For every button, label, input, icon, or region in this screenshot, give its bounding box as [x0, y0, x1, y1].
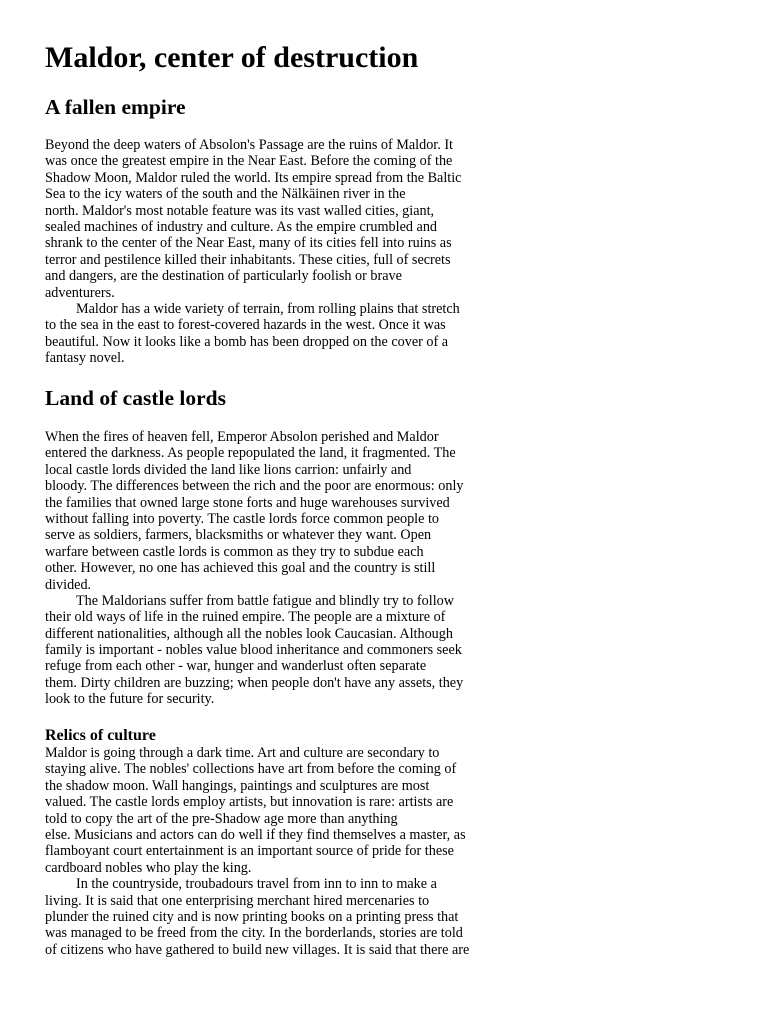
text-line: divided. [45, 576, 92, 593]
section-heading-relics-of-culture: Relics of culture [45, 727, 156, 744]
text-line: look to the future for security. [45, 691, 215, 708]
text-line: fantasy novel. [45, 350, 125, 367]
text-line: other. However, no one has achieved this goal and the country is still [45, 560, 436, 577]
text-line: without falling into poverty. The castle lords force common people to [45, 510, 439, 527]
text-line: Maldor has a wide variety of terrain, from rolling plains that stretch [76, 300, 460, 317]
text-line: told to copy the art of the pre-Shadow age more than anything [45, 810, 398, 827]
text-line: the families that owned large stone forts and huge warehouses survived [45, 494, 450, 511]
text-line: plunder the ruined city and is now printing books on a printing press that [45, 908, 459, 925]
text-line: cardboard nobles who play the king. [45, 859, 252, 876]
text-line: was once the greatest empire in the Near East. Before the coming of the [45, 153, 453, 170]
section-heading-fallen-empire: A fallen empire [45, 95, 186, 119]
text-line: Beyond the deep waters of Absolon's Passage are the ruins of Maldor. It [45, 137, 453, 153]
text-line: sealed machines of industry and culture. As the empire crumbled and [45, 218, 438, 235]
text-line: and dangers, are the destination of particularly foolish or brave [45, 268, 402, 285]
text-line: When the fires of heaven fell, Emperor Absolon perished and Maldor [45, 429, 439, 445]
text-line: family is important - nobles value blood inheritance and commoners seek [45, 642, 462, 659]
text-line: living. It is said that one enterprising merchant hired mercenaries to [45, 892, 430, 909]
text-line: Sea to the icy waters of the south and the Nälkäinen river in the [45, 186, 406, 203]
text-line: the shadow moon. Wall hangings, paintings and sculptures are most [45, 777, 430, 794]
text-line: beautiful. Now it looks like a bomb has been dropped on the cover of a [45, 333, 449, 350]
text-line: to the sea in the east to forest-covered hazards in the west. Once it was [45, 317, 446, 334]
text-line: flamboyant court entertainment is an important source of pride for these [45, 843, 454, 860]
text-line: refuge from each other - war, hunger and wanderlust often separate [45, 658, 427, 675]
text-line: north. Maldor's most notable feature was its vast walled cities, giant, [45, 202, 435, 219]
page-title: Maldor, center of destruction [45, 41, 419, 74]
text-line: was managed to be freed from the city. In the borderlands, stories are told [45, 925, 463, 942]
section-body-fallen-empire [45, 137, 515, 366]
text-line: shrank to the center of the Near East, many of its cities fell into ruins as [45, 235, 452, 252]
text-line: their old ways of life in the ruined empire. The people are a mixture of [45, 609, 446, 626]
text-line: Maldor is going through a dark time. Art and culture are secondary to [45, 745, 440, 761]
text-line: serve as soldiers, farmers, blacksmiths or whatever they want. Open [45, 527, 432, 544]
text-line: warfare between castle lords is common as they try to subdue each [45, 543, 424, 560]
text-line: them. Dirty children are buzzing; when people don't have any assets, they [45, 674, 464, 691]
text-line: entered the darkness. As people repopulated the land, it fragmented. The [45, 445, 456, 462]
text-line: staying alive. The nobles' collections have art from before the coming of [45, 761, 457, 778]
text-line: valued. The castle lords employ artists, but innovation is rare: artists are [45, 794, 454, 811]
text-line: else. Musicians and actors can do well if they find themselves a master, as [45, 826, 466, 843]
text-line: bloody. The differences between the rich and the poor are enormous: only [45, 478, 464, 495]
section-body-relics-of-culture [45, 745, 515, 958]
text-line: In the countryside, troubadours travel from inn to inn to make a [76, 876, 437, 893]
text-line: adventurers. [45, 284, 115, 301]
text-line: different nationalities, although all the nobles look Caucasian. Although [45, 625, 453, 642]
text-line: Shadow Moon, Maldor ruled the world. Its empire spread from the Baltic [45, 169, 462, 186]
section-body-castle-lords [45, 429, 515, 708]
section-heading-castle-lords: Land of castle lords [45, 386, 226, 410]
text-line: local castle lords divided the land like lions carrion: unfairly and [45, 461, 412, 478]
text-line: The Maldorians suffer from battle fatigue and blindly try to follow [76, 592, 454, 609]
text-line: of citizens who have gathered to build new villages. It is said that there are [45, 941, 470, 958]
text-line: terror and pestilence killed their inhabitants. These cities, full of secrets [45, 251, 451, 268]
